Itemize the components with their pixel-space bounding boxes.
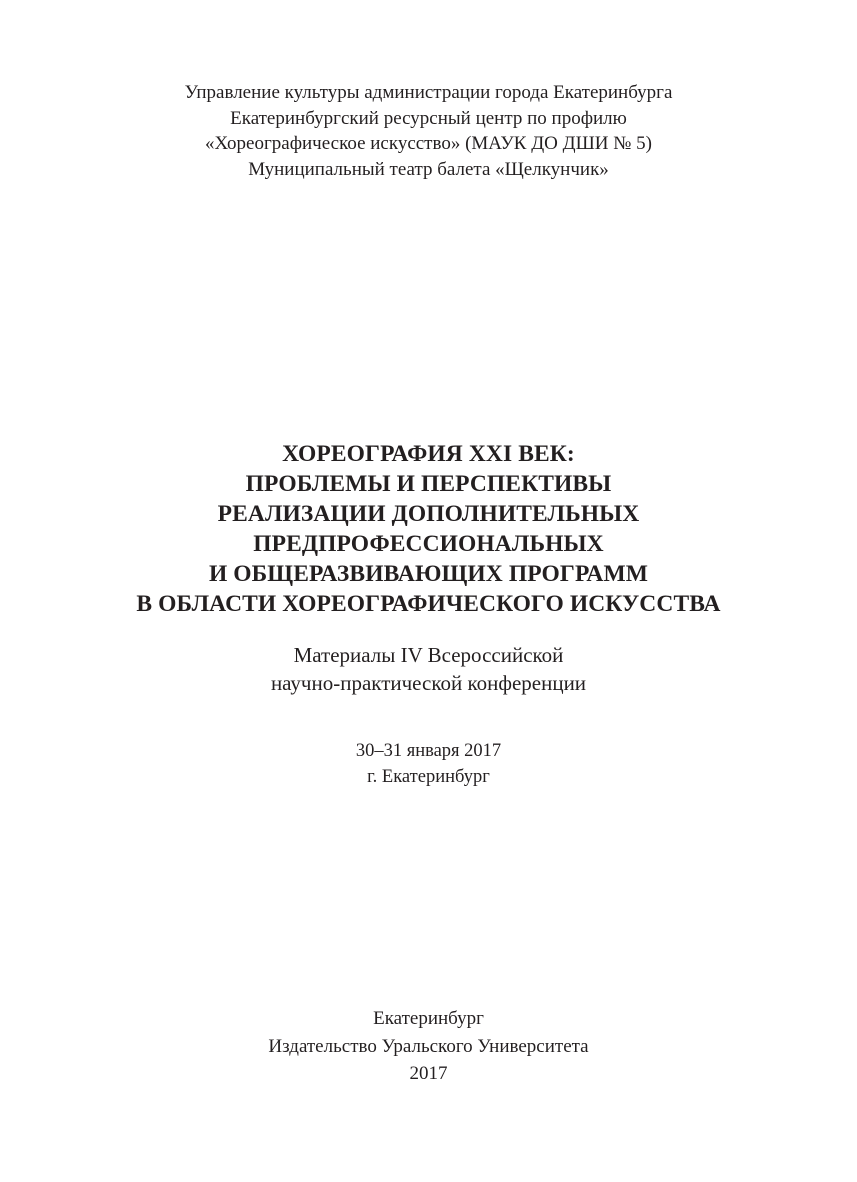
imprint-publisher: Издательство Уральского Университета [268, 1035, 589, 1057]
organizer-line: Управление культуры администрации города Екатеринбурга [184, 82, 673, 103]
title-line: ХОРЕОГРАФИЯ XXI ВЕК: [282, 441, 575, 467]
imprint-city: Екатеринбург [373, 1008, 484, 1029]
title-line: И ОБЩЕРАЗВИВАЮЩИХ ПРОГРАММ [208, 561, 649, 587]
organizer-line: «Хореографическое искусство» (МАУК ДО ДШИ № 5) [205, 133, 652, 154]
book-title [0, 439, 857, 619]
title-line: ПРЕДПРОФЕССИОНАЛЬНЫХ [253, 531, 604, 557]
imprint-year: 2017 [409, 1063, 448, 1084]
event-dates: 30–31 января 2017 [355, 741, 502, 761]
subtitle-line: Материалы IV Всероссийской [293, 643, 564, 667]
title-line: В ОБЛАСТИ ХОРЕОГРАФИЧЕСКОГО ИСКУССТВА [136, 591, 721, 617]
subtitle-line: научно-практической конференции [270, 671, 587, 695]
title-line: РЕАЛИЗАЦИИ ДОПОЛНИТЕЛЬНЫХ [217, 501, 640, 527]
event-info [0, 738, 857, 790]
event-place: г. Екатеринбург [367, 767, 490, 787]
imprint-block [0, 1005, 857, 1088]
title-line: ПРОБЛЕМЫ И ПЕРСПЕКТИВЫ [245, 471, 612, 497]
organizer-line: Екатеринбургский ресурсный центр по профилю [230, 107, 627, 129]
book-subtitle [0, 641, 857, 697]
organizer-line: Муниципальный театр балета «Щелкунчик» [248, 158, 609, 180]
organizers-block [0, 80, 857, 182]
